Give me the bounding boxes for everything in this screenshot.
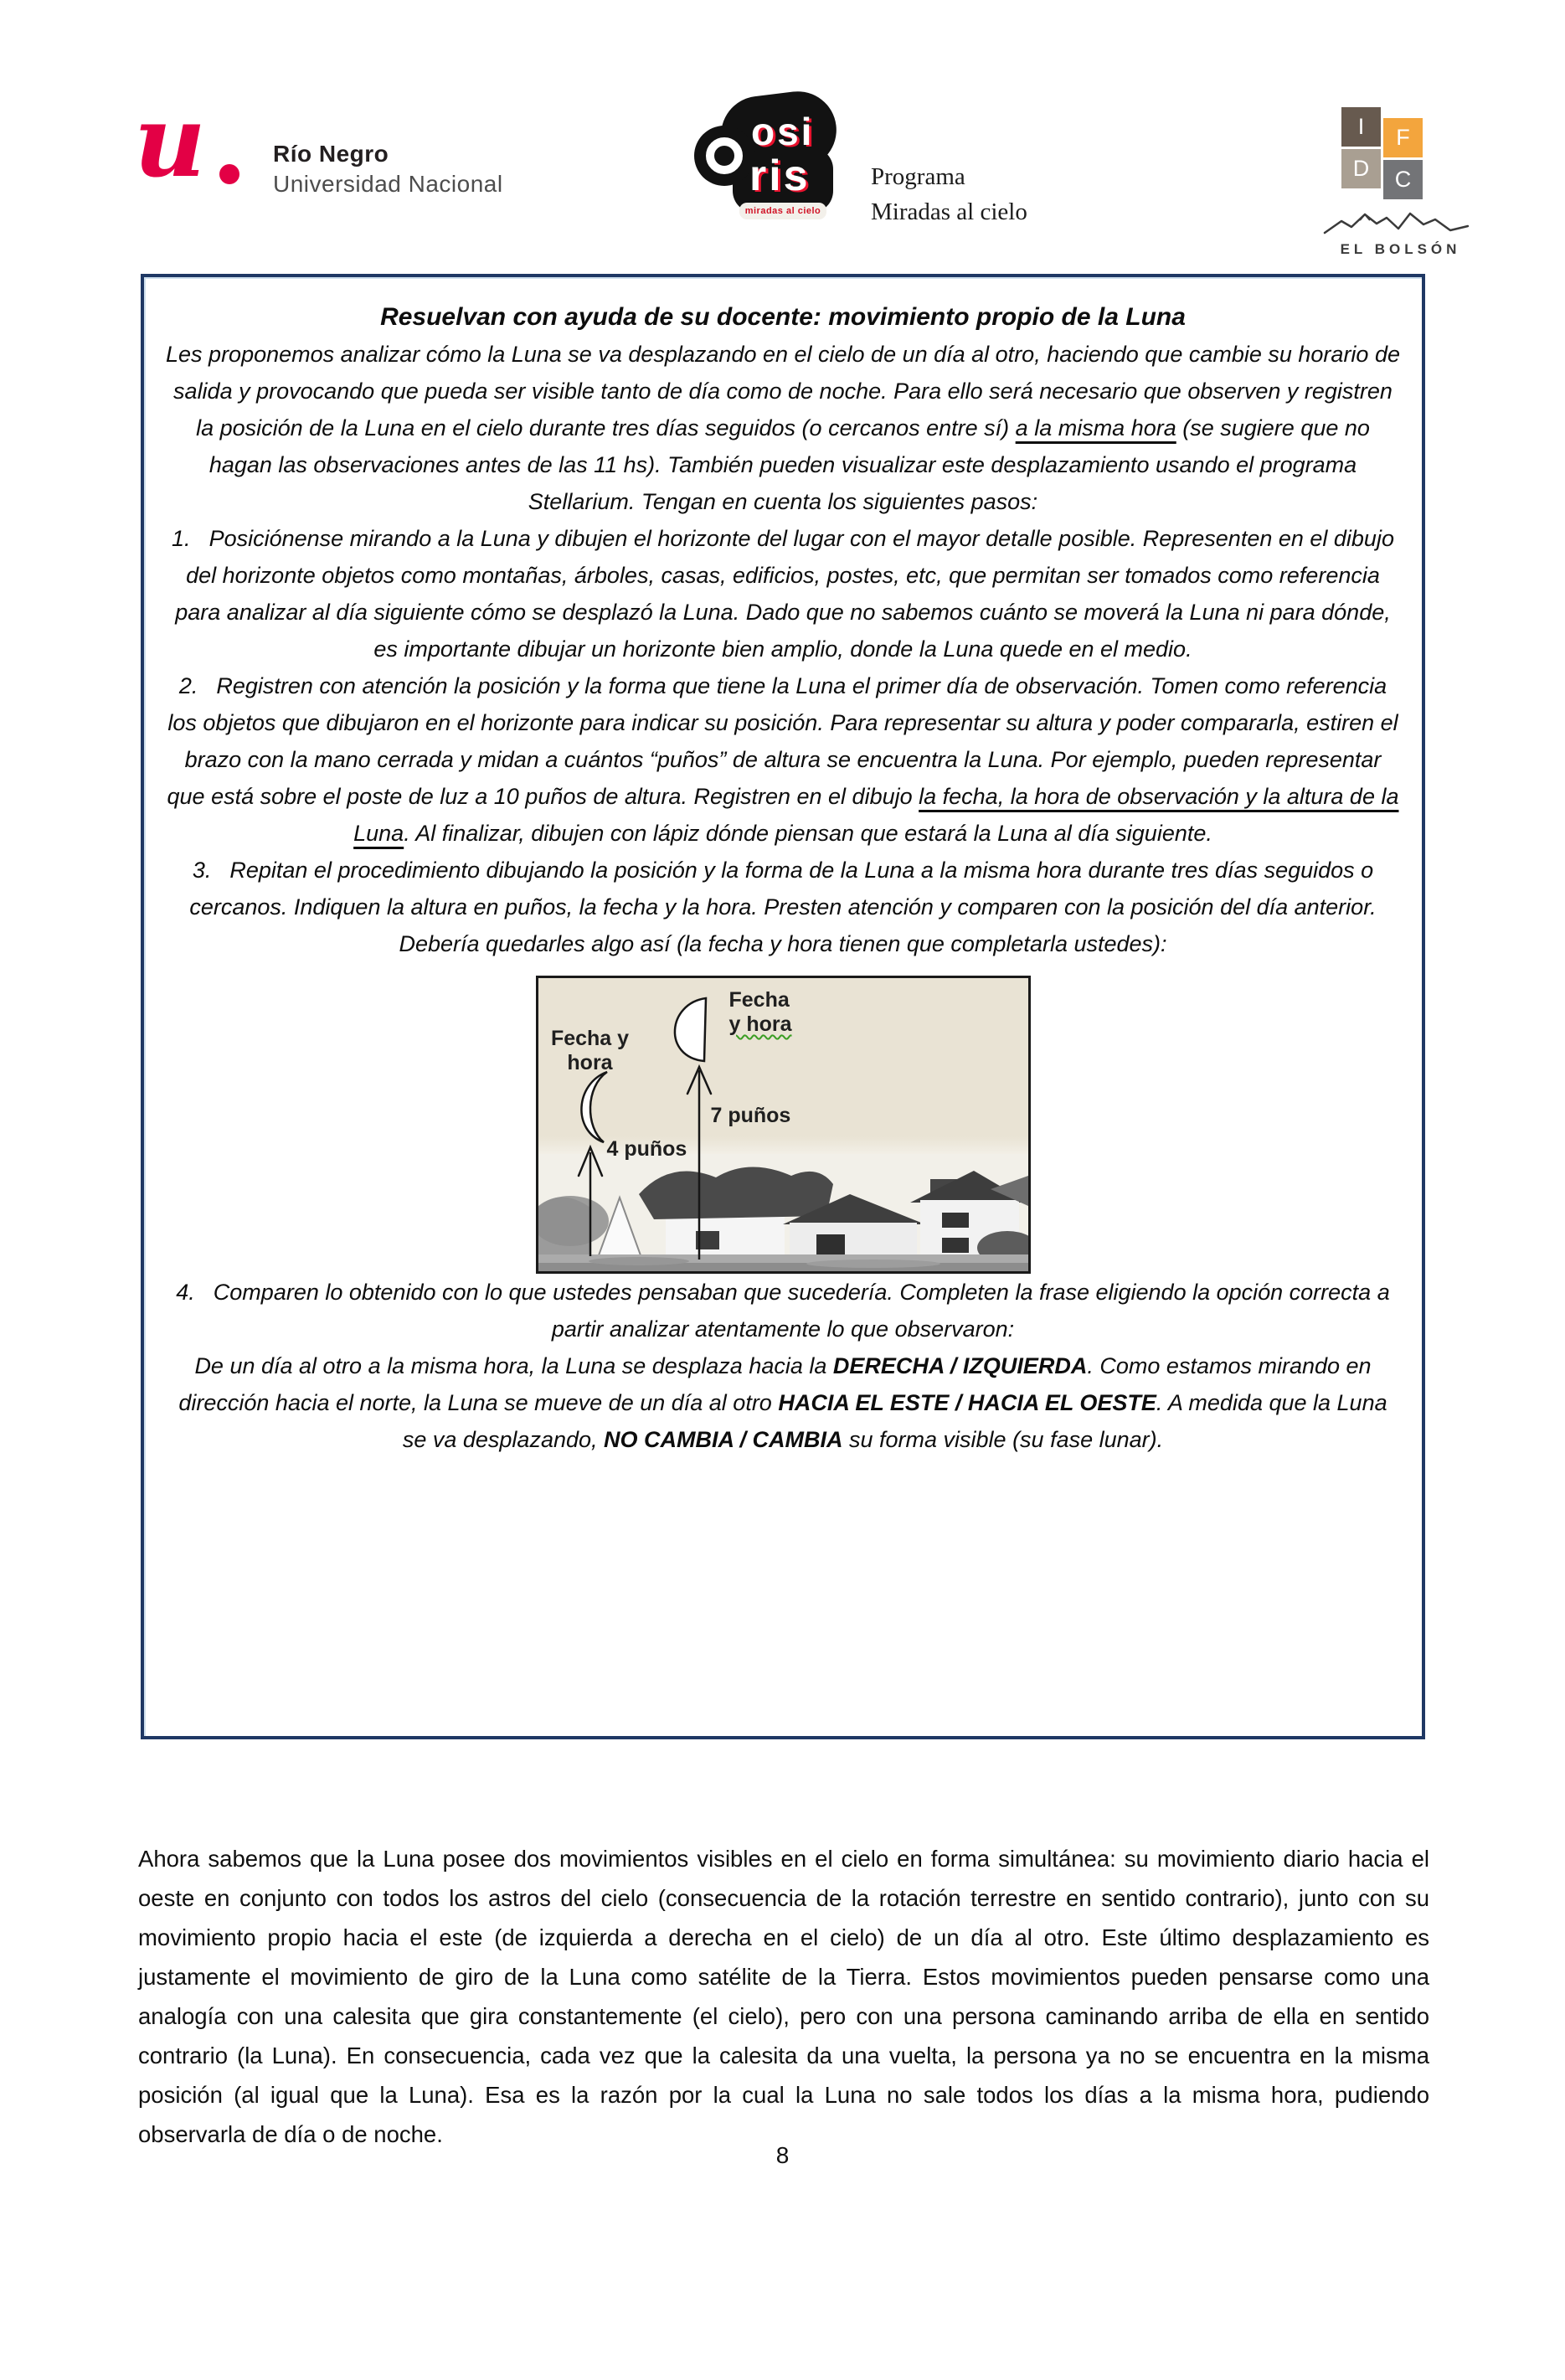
- item-number: 1.: [172, 526, 191, 551]
- instruction-item-1: [164, 520, 1402, 667]
- unrn-subtitle: Universidad Nacional: [273, 171, 503, 197]
- page-number: 8: [775, 2142, 790, 2168]
- ifdc-logo: [1323, 107, 1478, 258]
- ifdc-place-label: EL BOLSÓN: [1340, 241, 1461, 257]
- program-line1: Programa: [871, 163, 965, 190]
- item-4-text: Comparen lo obtenido con lo que ustedes pensaban que sucedería. Completen la frase eligiendo la opción correcta a partir analizar atentamente lo que observaron:: [213, 1280, 1390, 1342]
- moon-quarter-icon: [674, 998, 705, 1061]
- conclusion-text-1: De un día al otro a la misma hora, la Luna se desplaza hacia la: [194, 1353, 833, 1378]
- figure-label-left-date-line1: Fecha y: [550, 1027, 630, 1050]
- figure-label-left-date: [547, 1027, 634, 1075]
- osiris-word-bottom: ris: [749, 152, 811, 200]
- intro-text-2: (se sugiere que no hagan las observaciones antes de las 11 hs). También pueden visualizar este desplazamiento usando el programa Stellarium. Tengan en cuenta los siguientes pasos:: [208, 415, 1370, 514]
- bold-choice-phase: NO CAMBIA / CAMBIA: [604, 1427, 843, 1452]
- bold-choice-direction: DERECHA / IZQUIERDA: [832, 1353, 1088, 1378]
- ifdc-square-f: F: [1383, 118, 1423, 157]
- item-2-text-1: Registren con atención la posición y la forma que tiene la Luna el primer día de observación. Tomen como referencia los objetos que dibujaron en el horizonte para indicar su posición. Para representar su altura y poder compararla, estiren el brazo con la mano cerrada y midan a cuántos “puños” de altura se encuentra la Luna. Por ejemplo, pueden representar que está sobre el poste de luz a 10 puños de altura. Registren en el dibujo: [167, 673, 1398, 809]
- activity-box: [141, 274, 1425, 1739]
- conclusion-paragraph: [164, 1347, 1402, 1458]
- mountains-icon: [1323, 210, 1470, 235]
- unrn-dot-icon: [219, 164, 239, 184]
- intro-text-1: Les proponemos analizar cómo la Luna se va desplazando en el cielo de un día al otro, haciendo que cambie su horario de salida y provocando que pueda ser visible tanto de día como de noche. Para ello será necesario que observen y registren la posición de la Luna en el cielo durante tres días seguidos (o cercanos entre sí): [166, 342, 1400, 440]
- conclusion-text-4: su forma visible (su fase lunar).: [842, 1427, 1164, 1452]
- figure-label-right-date-line1: Fecha: [728, 988, 790, 1012]
- ifdc-logo-icon: [1341, 107, 1425, 203]
- ifdc-square-d: D: [1341, 149, 1381, 188]
- program-name: [871, 159, 1027, 243]
- figure-label-left-date-line2: hora: [567, 1050, 613, 1074]
- unrn-logo: [134, 83, 503, 216]
- body-paragraph: Ahora sabemos que la Luna posee dos movimientos visibles en el cielo en forma simultánea: su movimiento diario hacia el oeste en conjunto con todos los astros del cielo (consecuencia de la rotación terrestre en sentido contrario), junto con su movimiento propio hacia el este (de izquierda a derecha en el cielo) de un día al otro. Este último desplazamiento es justamente el movimiento de giro de la Luna como satélite de la Tierra. Estos movimientos pueden pensarse como una analogía con una calesita que gira constantemente (el cielo), pero con una persona caminando arriba de ella en sentido contrario (la Luna). En consecuencia, cada vez que la calesita da una vuelta, la persona ya no se encuentra en la misma posición (al igual que la Luna). Esa es la razón por la cual la Luna no sale todos los días a la misma hora, pudiendo observarla de día o de noche.: [138, 1845, 1429, 2147]
- osiris-word-top: osi: [751, 110, 815, 153]
- osiris-lens-icon: [694, 126, 754, 186]
- ifdc-square-i: I: [1341, 107, 1381, 147]
- figure-label-right-height: 7 puños: [710, 1104, 791, 1127]
- intro-paragraph: [164, 336, 1402, 520]
- underline-phrase-record-data: la fecha, la hora de observación y la altura de la Luna: [353, 784, 1399, 846]
- osiris-logo-icon: [698, 92, 844, 243]
- figure-label-right-date: [729, 988, 792, 1037]
- bold-choice-east-west: HACIA EL ESTE / HACIA EL OESTE: [778, 1390, 1156, 1415]
- instruction-item-3: [164, 852, 1402, 962]
- conclusion-text-2: . Como estamos mirando en dirección hacia el norte, la Luna se mueve de un día al otro: [178, 1353, 1372, 1415]
- figure-label-left-height: 4 puños: [606, 1137, 687, 1161]
- moon-crescent-icon: [581, 1072, 607, 1142]
- unrn-logo-icon: [134, 83, 243, 216]
- unrn-u-glyph: u: [134, 83, 206, 199]
- osiris-tagline: miradas al cielo: [739, 203, 826, 219]
- unrn-wordmark: [273, 141, 503, 198]
- instruction-item-2: [164, 667, 1402, 852]
- instruction-item-4: [164, 1274, 1402, 1347]
- unrn-name: Río Negro: [273, 141, 389, 167]
- item-number: 4.: [176, 1280, 195, 1305]
- conclusion-text-3: . A medida que la Luna se va desplazando,: [402, 1390, 1387, 1452]
- ifdc-square-c: C: [1383, 160, 1423, 199]
- item-number: 3.: [192, 858, 212, 883]
- osiris-logo: [698, 92, 1027, 243]
- box-title: Resuelvan con ayuda de su docente: movimiento propio de la Luna: [380, 303, 1186, 331]
- item-3-text: Repitan el procedimiento dibujando la posición y la forma de la Luna a la misma hora durante tres días seguidos o cercanos. Indiquen la altura en puños, la fecha y la hora. Presten atención y comparen con la posición del día anterior. Debería quedarles algo así (la fecha y hora tienen que completarla ustedes):: [189, 858, 1377, 956]
- item-1-text: Posiciónense mirando a la Luna y dibujen el horizonte del lugar con el mayor detalle posible. Representen en el dibujo del horizonte objetos como montañas, árboles, casas, edificios, postes, etc, que permitan ser tomados como referencia para analizar al día siguiente cómo se desplazó la Luna. Dado que no sabemos cuánto se moverá la Luna ni para dónde, es importante dibujar un horizonte bien amplio, donde la Luna quede en el medio.: [175, 526, 1394, 662]
- program-line2: Miradas al cielo: [871, 198, 1027, 226]
- figure-label-right-date-line2: y hora: [728, 1012, 792, 1036]
- item-2-text-2: . Al finalizar, dibujen con lápiz dónde piensan que estará la Luna al día siguiente.: [404, 821, 1212, 846]
- underline-phrase-same-hour: a la misma hora: [1015, 415, 1176, 440]
- item-number: 2.: [178, 673, 198, 698]
- horizon-figure: [536, 976, 1031, 1274]
